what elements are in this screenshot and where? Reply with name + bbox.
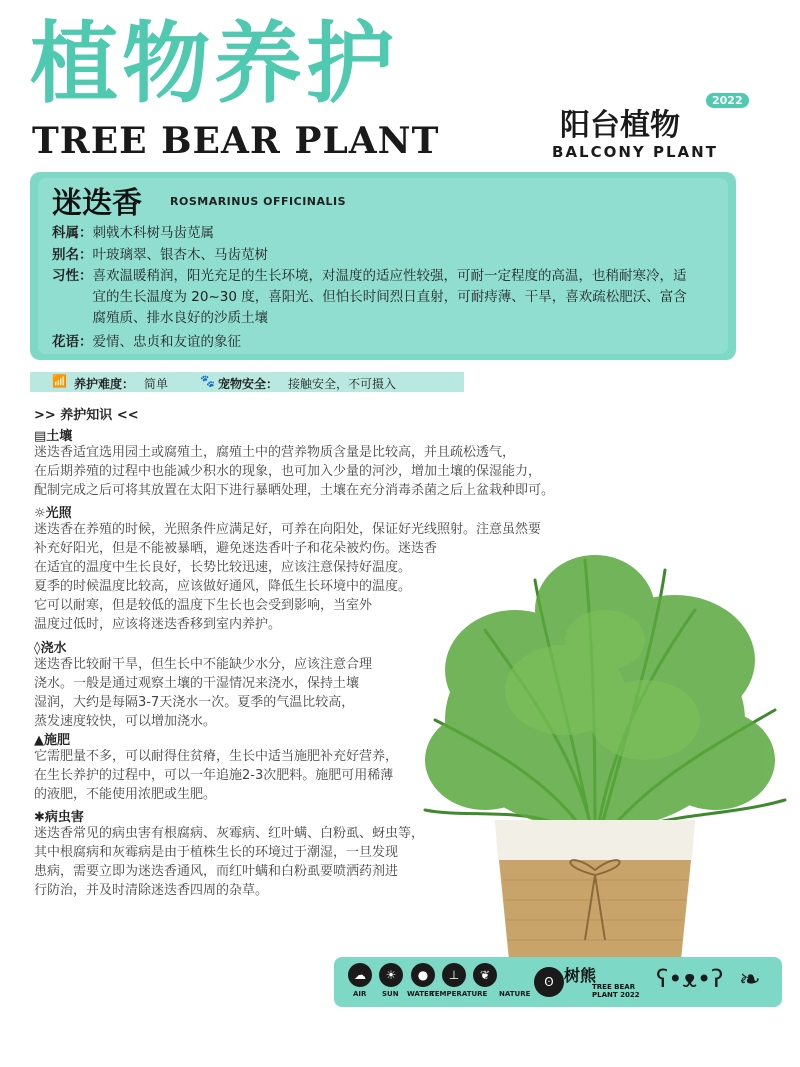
signal-icon: 📶 (52, 374, 67, 388)
page-title: 植物养护 (30, 12, 399, 115)
bug-icon: ✱ (34, 810, 45, 825)
paw-icon: 🐾 (200, 374, 215, 388)
care-status-bar (30, 372, 464, 392)
footer-label-sun: SUN (382, 990, 399, 998)
info-key: 别名： (52, 247, 93, 263)
info-row-family (52, 223, 214, 244)
difficulty-label: 养护难度： (74, 377, 135, 391)
category-subtitle: BALCONY PLANT (552, 143, 718, 161)
water-drop-icon: ◊ (34, 641, 41, 656)
section-title-pests: ✱病虫害 (34, 810, 84, 825)
section-body-fertilize: 它需肥量不多，可以耐得住贫瘠，生长中适当施肥补充好营养， 在生长养护的过程中，可以一年追施2-3次肥料。施肥可用稀薄 的液肥，不能使用浓肥或生肥。 (34, 749, 399, 802)
leaf-icon: ❧ (739, 965, 761, 995)
info-value: 爱情、忠贞和友谊的象征 (92, 334, 241, 350)
info-row-habit (52, 266, 698, 329)
pet-safety-label: 宠物安全： (218, 377, 279, 391)
footer-label-air: AIR (353, 990, 367, 998)
info-row-alias (52, 245, 268, 266)
koala-illustration-icon: ʕ•ᴥ•ʔ (656, 965, 724, 993)
footer-label-water: WATER (407, 990, 435, 998)
knowledge-title: >> 养护知识 << (34, 408, 139, 423)
info-value: 刺戟木科树马齿苋属 (92, 225, 214, 241)
section-body-water: 迷迭香比较耐干旱，但生长中不能缺少水分，应该注意合理 浇水。一般是通过观察土壤的干湿情况来浇水，保持土壤 湿润，大约是每隔3-7天浇水一次。夏季的气温比较高， 蒸发速度较快，可以增加浇水。 (34, 657, 373, 729)
info-row-flower-language (52, 332, 241, 353)
info-value: 喜欢温暖稍润，阳光充足的生长环境，对温度的适应性较强，可耐一定程度的高温，也稍耐寒冷，适宜的生长温度为 20~30 度，喜阳光、但怕长时间烈日直射，可耐痔薄、干旱，喜欢疏松肥沃、富含腐殖质、排水良好的沙质土壤 (92, 268, 687, 326)
footer-bar (334, 957, 782, 1007)
sun-icon: ☼ (34, 506, 46, 521)
koala-logo-icon: ʘ (534, 967, 564, 997)
sun-icon: ☀ (379, 963, 403, 987)
section-title-soil: ▤土壤 (34, 429, 73, 444)
soil-icon: ▤ (34, 429, 47, 444)
category-title: 阳台植物 (560, 108, 680, 143)
difficulty-value: 简单 (144, 377, 169, 391)
section-title-water: ◊浇水 (34, 641, 67, 656)
section-body-soil: 迷迭香适宜选用园土或腐殖土，腐殖土中的营养物质含量是比较高，并且疏松透气， 在后期养殖的过程中也能减少积水的现象，也可加入少量的河沙，增加土壤的保湿能力， 配制完成之后可将其放置在太阳下进行暴晒处理，土壤在充分消毒杀菌之后上盆栽种即可。 (34, 445, 555, 498)
temperature-icon: ⊥ (442, 963, 466, 987)
section-title-light: ☼光照 (34, 506, 72, 521)
air-icon: ☁ (348, 963, 372, 987)
footer-label-nature: NATURE (499, 990, 531, 998)
footer-label-temperature: TEMPERATURE (430, 990, 488, 998)
info-key: 科属： (52, 225, 93, 241)
info-value: 叶玻璃翠、银杏木、马齿苋树 (92, 247, 268, 263)
info-key: 习性： (52, 268, 93, 284)
info-key: 花语： (52, 334, 93, 350)
pet-safety-value: 接触安全，不可摄入 (288, 377, 397, 391)
rosemary-plant-image (395, 520, 800, 975)
section-body-pests: 迷迭香常见的病虫害有根腐病、灰霉病、红叶螨、白粉虱、蚜虫等， 其中根腐病和灰霉病是由于植株生长的环境过于潮湿，一旦发现 患病，需要立即为迷迭香通风，而红叶螨和白粉虱要喷洒药剂进 行防治，并及时清除迷迭香四周的杂草。 (34, 826, 425, 898)
water-icon: ● (411, 963, 435, 987)
section-title-fertilize: ▲施肥 (34, 733, 71, 748)
plant-name: 迷迭香 (52, 186, 142, 221)
page-subtitle: TREE BEAR PLANT (32, 120, 440, 162)
brand-name: 树熊 (564, 966, 597, 985)
fertilizer-icon: ▲ (34, 733, 44, 748)
section-body-light: 迷迭香在养殖的时候，光照条件应满足好，可养在向阳处，保证好光线照射。注意虽然要 补充好阳光，但是不能被暴晒，避免迷迭香叶子和花朵被灼伤。迷迭香 在适宜的温度中生长良好，长势比较迅速，应该注意保持好温度。 夏季的时候温度比较高，应该做好通风，降低生长环境中的温度。 它可以耐寒，但是较低的温度下生长也会受到影响，当室外 温度过低时，应该将迷迭香移到室内养护。 (34, 522, 542, 632)
year-badge: 2022 (706, 93, 749, 108)
plant-latin-name: ROSMARINUS OFFICINALIS (170, 195, 347, 208)
nature-icon: ❦ (473, 963, 497, 987)
brand-en: TREE BEAR PLANT 2022 (592, 983, 640, 999)
